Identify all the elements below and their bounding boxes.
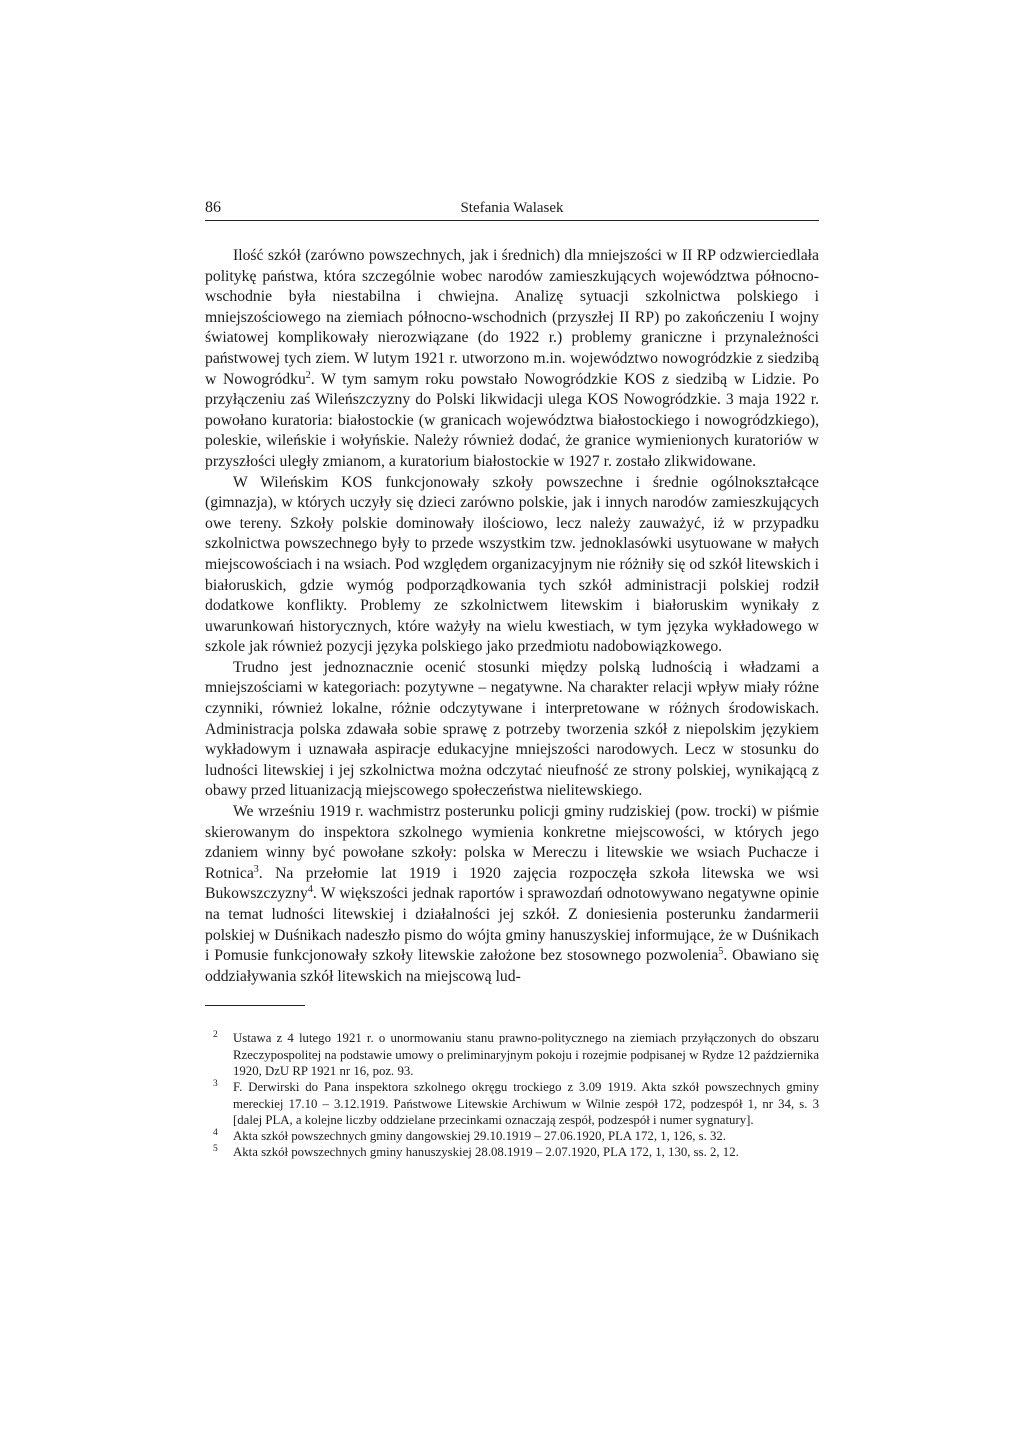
footnote-text: Akta szkół powszechnych gminy dangowskiej 29.10.1919 – 27.06.1920, PLA 172, 1, 126, s. 32. [233, 1129, 726, 1144]
footnote-mark: 3 [213, 1079, 218, 1090]
running-head [205, 196, 819, 221]
footnote-mark: 5 [213, 1144, 218, 1155]
footnote-ref: 5 [718, 945, 724, 957]
body-text [205, 246, 819, 987]
paragraph-text: . Na przełomie lat 1919 i 1920 zajęcia rozpoczęła szkoła litewska we wsi Bukowszczyzny [205, 864, 819, 903]
footnote-ref: 2 [305, 369, 311, 381]
paragraph-text: . W tym samym roku powstało Nowogródzkie KOS z siedzibą w Lidzie. Po przyłączeniu zaś Wileńszczyzny do Polski likwidacji ulega KOS Nowogródzkie. 3 maja 1922 r. powołano kuratoria: białostockie (w granicach województwa białostockiego i nowogródzkiego), poleskie, wileńskie i wołyńskie. Należy również dodać, że granice wymienionych kuratoriów w przyszłości uległy zmianom, a kuratorium białostockie w 1927 r. zostało zlikwidowane. [205, 370, 819, 470]
footnote-separator [205, 1005, 305, 1006]
page-number: 86 [205, 199, 221, 216]
footnotes [205, 1030, 819, 1160]
footnote-ref: 4 [307, 884, 313, 896]
footnote-ref: 3 [253, 863, 259, 875]
footnote-mark: 4 [213, 1128, 218, 1139]
paragraph [205, 473, 819, 658]
footnote [205, 1144, 819, 1160]
footnote [205, 1030, 819, 1079]
paragraph [205, 658, 819, 802]
paragraph-text: W Wileńskim KOS funkcjonowały szkoły powszechne i średnie ogólnokształcące (gimnazja), w których uczyły się dzieci zarówno polskie, jak i innych narodów zamieszkujących owe tereny. Szkoły polskie dominowały ilościowo, lecz należy zauważyć, iż w przypadku szkolnictwa powszechnego były to przede wszystkim tzw. jednoklasówki usytuowane w małych miejscowościach i na wsiach. Pod względem organizacyjnym nie różniły się od szkół litewskich i białoruskich, gdzie wymóg podporządkowania tych szkół administracji polskiej rodził dodatkowe konflikty. Problemy ze szkolnictwem litewskim i białoruskim wynikały z uwarunkowań historycznych, które ważyły na wielu kwestiach, w tym języka wykładowego w szkole jak również pozycji języka polskiego jako przedmiotu nadobowiązkowego. [205, 473, 819, 656]
page [205, 196, 819, 1161]
paragraph-text: We wrześniu 1919 r. wachmistrz posterunku policji gminy rudziskiej (pow. trocki) w piśmie skierowanym do inspektora szkolnego wymienia konkretne miejscowości, w których jego zdaniem winny być powołane szkoły: polska w Mereczu i litewskie we wsiach Puchacze i Rotnica [205, 803, 819, 882]
footnote [205, 1079, 819, 1128]
footnote-text: Akta szkół powszechnych gminy hanuszyskiej 28.08.1919 – 2.07.1920, PLA 172, 1, 130, ss. 2, 12. [233, 1145, 739, 1160]
paragraph-text: . Obawiano się oddziaływania szkół litewskich na miejscową lud- [205, 947, 819, 985]
footnote [205, 1128, 819, 1144]
running-head-author: Stefania Walasek [460, 200, 564, 216]
footnote-mark: 2 [213, 1030, 218, 1041]
paragraph-text: Trudno jest jednoznacznie ocenić stosunki między polską ludnością i władzami a mniejszościami w kategoriach: pozytywne – negatywne. Na charakter relacji wpływ miały różne czynniki, również lokalne, różnie odczytywane i interpretowane w różnych środowiskach. Administracja polska zdawała sobie sprawę z potrzeby tworzenia szkół z niepolskim językiem wykładowym i uznawała aspiracje edukacyjne mniejszości narodowych. Lecz w stosunku do ludności litewskiej i jej szkolnictwa można odczytać nieufność ze strony polskiej, wynikającą z obawy przed lituanizacją miejscowego społeczeństwa nielitewskiego. [205, 658, 819, 800]
paragraph-text: Ilość szkół (zarówno powszechnych, jak i średnich) dla mniejszości w II RP odzwierciedlała politykę państwa, która szczególnie wobec narodów zamieszkujących województwa północno-wschodnie była niestabilna i chwiejna. Analizę sytuacji szkolnictwa polskiego i mniejszościowego na ziemiach północno-wschodnich (przyszłej II RP) po zakończeniu I wojny światowej komplikowały nierozwiązane (do 1922 r.) problemy graniczne i przynależności państwowej tych ziem. W lutym 1921 r. utworzono m.in. województwo nowogródzkie z siedzibą w Nowogródku [205, 247, 819, 388]
footnote-text: Ustawa z 4 lutego 1921 r. o unormowaniu stanu prawno-politycznego na ziemiach przyłączonych do obszaru Rzeczypospolitej na podstawie umowy o preliminaryjnym pokoju i rozejmie podpisanej w Rydze 12 października 1920, DzU RP 1921 nr 16, poz. 93. [233, 1031, 819, 1078]
paragraph-text: . W większości jednak raportów i sprawozdań odnotowywano negatywne opinie na temat ludności litewskiej i działalności jej szkół. Z doniesienia posterunku żandarmerii polskiej w Duśnikach nadeszło pismo do wójta gminy hanuszyskiej informujące, że w Duśnikach i Pomusie funkcjonowały szkoły litewskie założone bez stosownego pozwolenia [205, 885, 819, 965]
paragraph [205, 246, 819, 473]
footnote-text: F. Derwirski do Pana inspektora szkolnego okręgu trockiego z 3.09 1919. Akta szkół powszechnych gminy mereckiej 17.10 – 3.12.1919. Państwowe Litewskie Archiwum w Wilnie zespół 172, podzespół 1, nr 34, s. 3 [dalej PLA, a kolejne liczby oddzielane przecinkami oznaczają zespół, podzespół i numer sygnatury]. [233, 1080, 819, 1127]
paragraph [205, 802, 819, 987]
